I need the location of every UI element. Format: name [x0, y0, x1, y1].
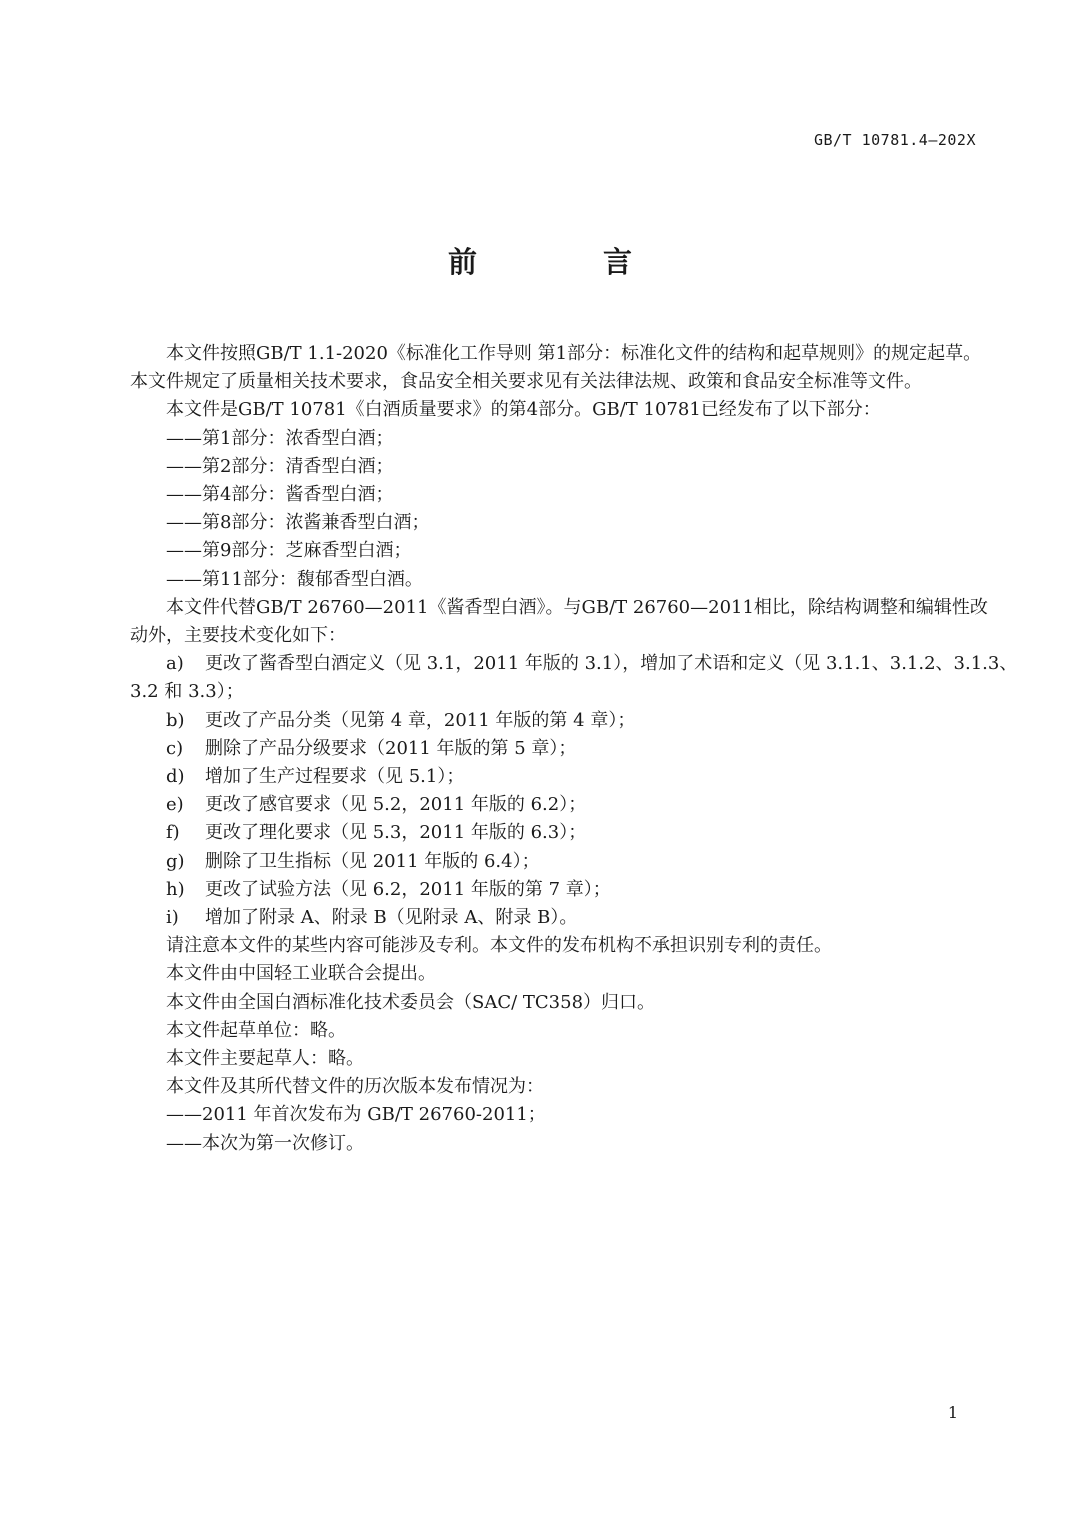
part-list-item: ——第9部分：芝麻香型白酒； [166, 540, 412, 562]
list-marker: b) [166, 709, 185, 731]
page-title: 前 言 [447, 245, 691, 279]
paragraph-drafters: 本文件主要起草人：略。 [166, 1048, 364, 1070]
paragraph-drafting-units: 本文件起草单位：略。 [166, 1019, 346, 1041]
paragraph-requirements-scope: 本文件规定了质量相关技术要求，食品安全相关要求见有关法律法规、政策和食品安全标准等文件。 [130, 371, 922, 393]
change-text: 增加了生产过程要求（见 5.1）； [205, 766, 465, 788]
part-list-item: ——第8部分：浓酱兼香型白酒； [166, 512, 430, 534]
paragraph-drafting-basis: 本文件按照GB/T 1.1-2020《标准化工作导则 第1部分：标准化文件的结构和起草规则》的规定起草。 [166, 343, 982, 364]
change-list-item [130, 819, 980, 847]
change-list-item [130, 707, 980, 735]
paragraph-replacement: 本文件代替GB/T 26760—2011《酱香型白酒》。与GB/T 26760—2011相比，除结构调整和编辑性改 [166, 596, 988, 618]
change-list-item [130, 791, 980, 819]
change-list-item [130, 876, 980, 904]
list-marker: e) [166, 794, 184, 816]
part-list-item: ——第4部分：酱香型白酒； [166, 484, 394, 506]
part-list-item: ——第2部分：清香型白酒； [166, 455, 394, 477]
paragraph-patent-notice: 请注意本文件的某些内容可能涉及专利。本文件的发布机构不承担识别专利的责任。 [166, 935, 832, 957]
part-list-item: ——第11部分：馥郁香型白酒。 [166, 568, 423, 590]
history-list-item: ——2011 年首次发布为 GB/T 26760-2011； [166, 1104, 546, 1126]
part-list-item: ——第1部分：浓香型白酒； [166, 427, 394, 449]
foreword-body [130, 340, 1018, 1158]
change-text: 增加了附录 A、附录 B（见附录 A、附录 B）。 [205, 907, 578, 929]
change-list-item [130, 904, 980, 932]
change-list-item [130, 735, 980, 763]
paragraph-series-parts: 本文件是GB/T 10781《白酒质量要求》的第4部分。GB/T 10781已经发布了以下部分： [166, 399, 881, 421]
change-text: 删除了产品分级要求（2011 年版的第 5 章）； [205, 737, 577, 759]
list-marker: c) [166, 737, 184, 759]
paragraph-history-intro: 本文件及其所代替文件的历次版本发布情况为： [166, 1076, 544, 1098]
history-list-item: ——本次为第一次修订。 [166, 1132, 364, 1154]
list-marker: a) [166, 653, 184, 675]
standard-number: GB/T 10781.4—202X [813, 131, 976, 149]
list-marker: f) [166, 822, 180, 844]
paragraph-proposed-by: 本文件由中国轻工业联合会提出。 [166, 963, 436, 985]
change-text: 更改了产品分类（见第 4 章，2011 年版的第 4 章）； [205, 709, 636, 731]
list-marker: h) [166, 878, 185, 900]
list-marker: i) [166, 907, 179, 929]
change-list-item [130, 848, 980, 876]
change-text: 更改了感官要求（见 5.2，2011 年版的 6.2）； [205, 794, 587, 816]
change-text: 更改了理化要求（见 5.3，2011 年版的 6.3）； [205, 822, 587, 844]
change-text-continued: 3.2 和 3.3）； [130, 681, 244, 703]
page-number: 1 [947, 1403, 958, 1422]
change-list-item [130, 650, 1018, 678]
change-text: 更改了酱香型白酒定义（见 3.1，2011 年版的 3.1），增加了术语和定义（见 3.1.1、3.1.2、3.1.3、 [205, 653, 1018, 675]
change-text: 更改了试验方法（见 6.2，2011 年版的第 7 章）； [205, 878, 611, 900]
change-list-item [130, 763, 980, 791]
list-marker: d) [166, 766, 185, 788]
paragraph-replacement-continued: 动外，主要技术变化如下： [130, 625, 346, 647]
change-text: 删除了卫生指标（见 2011 年版的 6.4）； [205, 850, 540, 872]
list-marker: g) [166, 850, 185, 872]
paragraph-centralized-by: 本文件由全国白酒标准化技术委员会（SAC/ TC358）归口。 [166, 991, 656, 1013]
